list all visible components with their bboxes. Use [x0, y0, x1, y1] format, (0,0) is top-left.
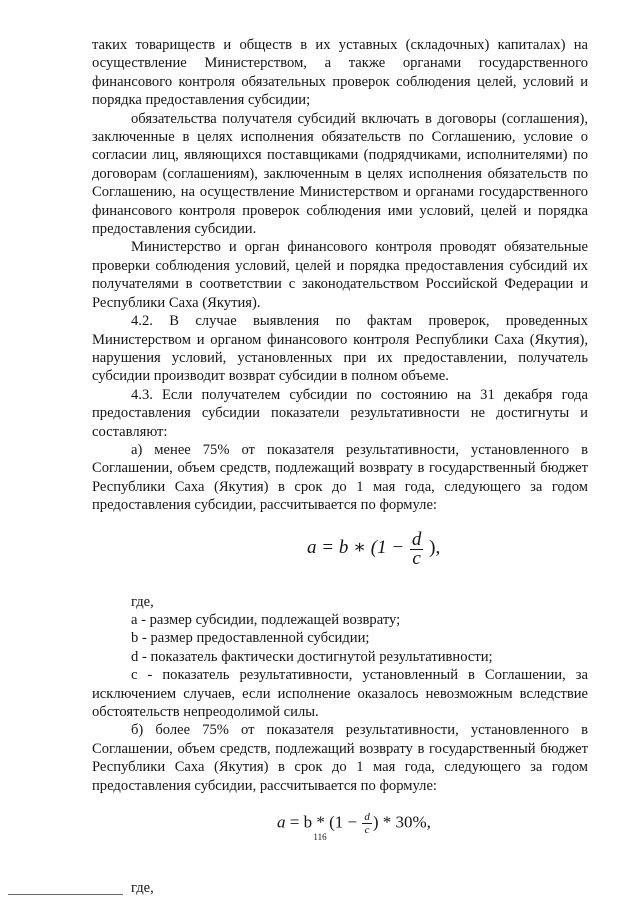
where-label-2: где, — [131, 880, 154, 897]
paragraph-4-3: 4.3. Если получателем субсидии по состоянию на 31 декабря года предоставления субсидии показатели результативности не достигнуты и составляют: — [92, 386, 588, 440]
formula-1-denominator: c — [412, 547, 421, 569]
footer-divider — [8, 894, 123, 895]
formula-1-numerator: d — [411, 528, 422, 550]
paragraph-a-less-75: а) менее 75% от показателя результативности, установленного в Соглашении, объем средств, подлежащий возврату в государственный бюджет Республики Саха (Якутия) в срок до 1 мая года, следующего за годом предоставления субсидии, рассчитывается по формуле: — [92, 441, 588, 514]
definition-d: d - показатель фактически достигнутой результативности; — [131, 648, 493, 665]
formula-2-numerator: d — [364, 811, 370, 824]
formula-2-left-var: a — [277, 812, 286, 832]
document-body — [92, 36, 588, 897]
definition-c: c - показатель результативности, установленный в Соглашении, за исключением случаев, если исполнение оказалось невозможным вследствие обстоятельств непреодолимой силы. — [92, 667, 588, 720]
formula-2-right: ) * 30%, — [372, 812, 431, 832]
where-label-1: где, — [131, 593, 154, 610]
formula-2 — [92, 799, 588, 851]
formula-1-right: ), — [429, 537, 441, 559]
formula-1-fraction — [410, 528, 424, 569]
paragraph-continuation: таких товариществ и обществ в их уставных (складочных) капиталах) на осуществление Министерством, а также органами государственного финансового контроля обязательных проверок соблюдения целей, условий и порядка предоставления субсидии; — [92, 37, 588, 109]
definition-b: b - размер предоставленной субсидии; — [131, 630, 370, 647]
definition-a: a - размер субсидии, подлежащей возврату; — [131, 611, 401, 628]
page-number: 116 — [313, 832, 327, 842]
paragraph-obligations: обязательства получателя субсидий включать в договоры (соглашения), заключенные в целях исполнения обязательств по Соглашению, условие о согласии лиц, являющихся поставщиками (подрядчиками, исполнителями) по договорам (соглашениям), заключенным в целях исполнения обязательств по Соглашению, на осуществление Министерством и органами государственного финансового контроля проверок соблюдения ими условий, целей и порядка предоставления субсидии. — [92, 110, 588, 238]
paragraph-inspections: Министерство и орган финансового контроля проводят обязательные проверки соблюдения условий, целей и порядка предоставления субсидий их получателями в соответствии с законодательством Российской Федерации и Республики Саха (Якутия). — [92, 239, 588, 311]
paragraph-b-more-75: б) более 75% от показателя результативности, установленного в Соглашении, объем средств, подлежащий возврату в государственный бюджет Республики Саха (Якутия) в срок до 1 мая года, следующего за годом предоставления субсидии, рассчитывается по формуле: — [92, 722, 588, 794]
paragraph-4-2: 4.2. В случае выявления по фактам проверок, проведенных Министерством и органом финансового контроля Республики Саха (Якутия), нарушения условий, установленных при их предоставлении, получатель субсидии производит возврат субсидии в полном объеме. — [92, 313, 588, 385]
formula-1-left: a = b ∗ (1 − — [307, 537, 405, 559]
formula-1 — [92, 517, 588, 569]
formula-2-denominator: c — [364, 824, 370, 837]
formula-2-mid: = b * (1 − — [285, 812, 362, 832]
